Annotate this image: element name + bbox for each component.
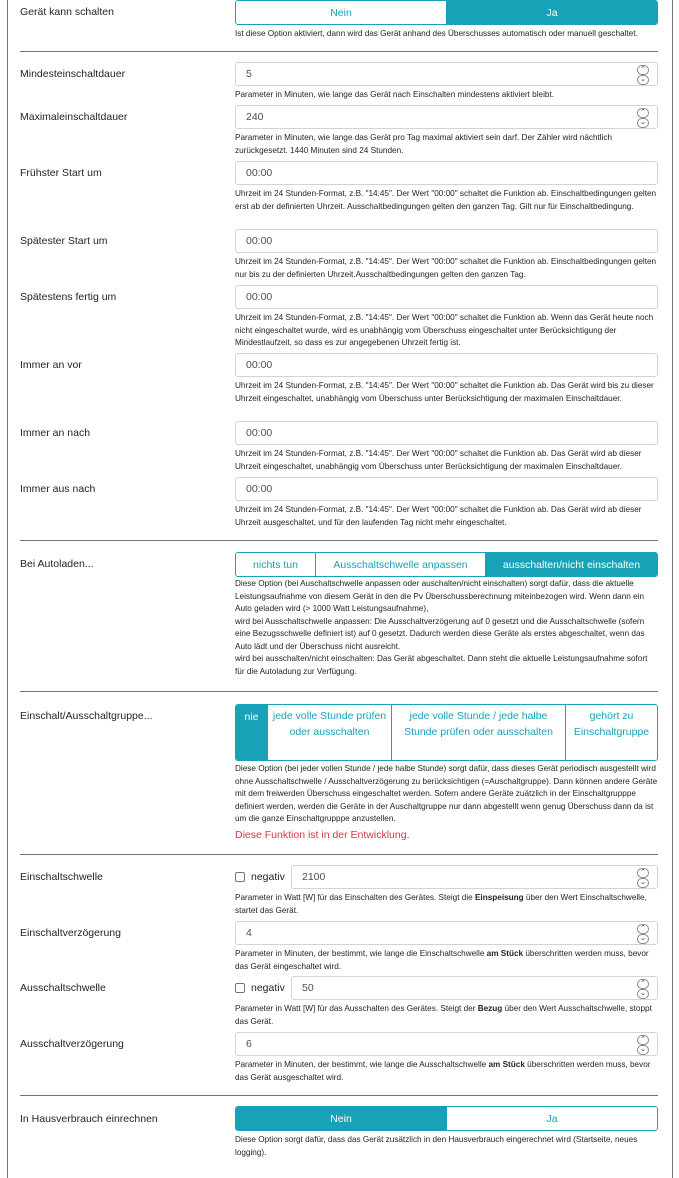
label-ausschaltverzoegerung: Ausschaltverzögerung bbox=[20, 1038, 124, 1050]
help-text: überschritten werden muss, bevor das Gerät ausgeschaltet wird. bbox=[235, 1060, 651, 1082]
spin-down-icon[interactable]: ⌄ bbox=[637, 75, 649, 85]
immer-aus-nach-input[interactable] bbox=[235, 477, 658, 501]
divider bbox=[20, 51, 658, 52]
maximaleinschaltdauer-input[interactable] bbox=[235, 105, 658, 129]
negativ-label: negativ bbox=[251, 871, 285, 883]
help-text: Parameter in Watt [W] für das Einschalten des Gerätes. Steigt die bbox=[235, 893, 475, 902]
mindesteinschaltdauer-input[interactable] bbox=[235, 62, 658, 86]
help-text: über den Wert Einschaltschwelle, startet das Gerät. bbox=[235, 893, 647, 915]
input-value: 00:00 bbox=[246, 167, 273, 179]
immer-an-nach-input[interactable] bbox=[235, 421, 658, 445]
number-spinner[interactable] bbox=[637, 1035, 649, 1055]
help-emphasis: Bezug bbox=[477, 1004, 503, 1013]
help-immer-an-vor: Uhrzeit im 24 Stunden-Format, z.B. "14:45". Der Wert "00:00" schaltet die Funktion ab. Das Gerät wird bis zu dieser Uhrzeit eingeschaltet, unabhängig vom Überschuss unter Berücksichtigung der maximalen Einschaltdauer. bbox=[235, 381, 654, 403]
help-immer-aus-nach: Uhrzeit im 24 Stunden-Format, z.B. "14:45". Der Wert "00:00" schaltet die Funktion ab. Das Gerät wird ab dieser Uhrzeit ausgeschaltet, und für den laufenden Tag nicht mehr eingeschaltet. bbox=[235, 505, 642, 527]
development-warning: Diese Funktion ist in der Entwicklung. bbox=[235, 828, 410, 841]
help-geraet-kann-schalten: Ist diese Option aktiviert, dann wird das Gerät anhand des Überschusses automatisch oder manuell geschaltet. bbox=[235, 29, 638, 38]
number-spinner[interactable] bbox=[637, 924, 649, 944]
input-value: 240 bbox=[246, 111, 264, 123]
toggle-hausverbrauch bbox=[235, 1106, 658, 1131]
negativ-checkbox-ausschaltschwelle[interactable] bbox=[235, 982, 291, 994]
option-ausschalten-nicht-einschalten[interactable]: ausschalten/nicht einschalten bbox=[485, 553, 657, 576]
help-einschaltverzoegerung bbox=[235, 948, 658, 973]
input-value: 50 bbox=[302, 982, 314, 994]
help-text: Parameter in Minuten, der bestimmt, wie lange die Einschaltschwelle bbox=[235, 949, 487, 958]
einschaltschwelle-input[interactable] bbox=[291, 865, 658, 889]
option-jede-halbe-stunde[interactable]: jede volle Stunde / jede halbe Stunde prüfen oder ausschalten bbox=[391, 705, 565, 760]
number-spinner[interactable] bbox=[637, 108, 649, 128]
input-value: 2100 bbox=[302, 871, 326, 883]
divider bbox=[20, 1095, 658, 1096]
help-line: wird bei ausschalten/nicht einschalten: Das Gerät abgeschaltet. Dann steht die aktuelle Leistungsaufnahme sofort für die Autoladung zur Verfügung. bbox=[235, 654, 648, 676]
einschaltverzoegerung-input[interactable] bbox=[235, 921, 658, 945]
option-ausschaltschwelle-anpassen[interactable]: Ausschaltschwelle anpassen bbox=[315, 553, 485, 576]
label-geraet-kann-schalten: Gerät kann schalten bbox=[20, 6, 114, 18]
number-spinner[interactable] bbox=[637, 979, 649, 999]
toggle-bei-autoladen bbox=[235, 552, 658, 577]
option-ja[interactable]: Ja bbox=[446, 1, 657, 24]
option-nie[interactable]: nie bbox=[236, 705, 267, 760]
label-bei-autoladen: Bei Autoladen... bbox=[20, 558, 94, 570]
help-einschaltschwelle bbox=[235, 892, 658, 917]
help-emphasis: am Stück bbox=[488, 1060, 525, 1069]
help-text: überschritten werden muss, bevor das Gerät eingeschaltet wird. bbox=[235, 949, 649, 971]
number-spinner[interactable] bbox=[637, 65, 649, 85]
spin-down-icon[interactable]: ⌄ bbox=[637, 878, 649, 888]
divider bbox=[20, 854, 658, 855]
negativ-checkbox-einschaltschwelle[interactable] bbox=[235, 871, 291, 883]
label-mindesteinschaltdauer: Mindesteinschaltdauer bbox=[20, 68, 126, 80]
help-hausverbrauch: Diese Option sorgt dafür, dass das Gerät zusätzlich in den Hausverbrauch eingerechnet wird (Startseite, neues logging). bbox=[235, 1135, 638, 1157]
spin-up-icon[interactable]: ⌃ bbox=[637, 65, 649, 75]
input-value: 00:00 bbox=[246, 235, 273, 247]
help-maximaleinschaltdauer: Parameter in Minuten, wie lange das Gerät pro Tag maximal aktiviert sein darf. Der Zähler wird nächtlich zurückgesetzt. 1440 Minuten sind 24 Stunden. bbox=[235, 133, 613, 155]
option-nein[interactable]: Nein bbox=[236, 1, 446, 24]
label-einschaltschwelle: Einschaltschwelle bbox=[20, 871, 103, 883]
divider bbox=[20, 691, 658, 692]
negativ-label: negativ bbox=[251, 982, 285, 994]
help-text: Parameter in Watt [W] für das Ausschalten des Gerätes. Steigt der bbox=[235, 1004, 478, 1013]
help-ausschaltverzoegerung bbox=[235, 1059, 658, 1084]
help-spaetestens-fertig: Uhrzeit im 24 Stunden-Format, z.B. "14:45". Der Wert "00:00" schaltet die Funktion ab. Wenn das Gerät heute noch nicht eingeschaltet wurde, wird es unabhängig vom Überschuss eingeschaltet unter Berücksichtigung der Mindestlaufzeit, so dass es zur angegebenen Uhrzeit fertig ist. bbox=[235, 313, 654, 347]
help-bei-autoladen bbox=[235, 578, 658, 678]
divider bbox=[20, 540, 658, 541]
spin-up-icon[interactable]: ⌃ bbox=[637, 924, 649, 934]
input-value: 00:00 bbox=[246, 291, 273, 303]
input-value: 6 bbox=[246, 1038, 252, 1050]
help-spaetester-start: Uhrzeit im 24 Stunden-Format, z.B. "14:45". Der Wert "00:00" schaltet die Funktion ab. Einschaltbedingungen gelten nur bis zu der definierten Uhrzeit.Ausschaltbedingungen gelten den ganzen Tag. bbox=[235, 257, 657, 279]
checkbox[interactable] bbox=[235, 983, 245, 993]
immer-an-vor-input[interactable] bbox=[235, 353, 658, 377]
help-text: Parameter in Minuten, der bestimmt, wie lange die Ausschaltschwelle bbox=[235, 1060, 489, 1069]
fruehster-start-input[interactable] bbox=[235, 161, 658, 185]
help-emphasis: am Stück bbox=[486, 949, 524, 958]
option-jede-volle-stunde[interactable]: jede volle Stunde prüfen oder ausschalten bbox=[267, 705, 391, 760]
checkbox[interactable] bbox=[235, 872, 245, 882]
spin-down-icon[interactable]: ⌄ bbox=[637, 989, 649, 999]
spin-down-icon[interactable]: ⌄ bbox=[637, 1045, 649, 1055]
help-line: Diese Option (bei Auschaltschwelle anpassen oder auschalten/nicht einschalten) sorgt dafür, dass die aktuelle Leistungsaufnahme von diesem Gerät in den die Pv Überschussberechnung miteinbezogen wird. Wenn dann ein Auto geladen wird (> 1000 Watt Leistungsaufnahme), bbox=[235, 579, 645, 613]
label-maximaleinschaltdauer: Maximaleinschaltdauer bbox=[20, 111, 128, 123]
ausschaltschwelle-input[interactable] bbox=[291, 976, 658, 1000]
label-hausverbrauch: In Hausverbrauch einrechnen bbox=[20, 1113, 158, 1125]
label-einschaltverzoegerung: Einschaltverzögerung bbox=[20, 927, 121, 939]
help-emphasis: Einspeisung bbox=[474, 893, 524, 902]
help-schaltgruppe: Diese Option (bei jeder vollen Stunde / jede halbe Stunde) sorgt dafür, dass dieses Gerät periodisch ausgestellt wird ohne Ausschaltschwelle / Ausschaltverzögerung zu berücksichtigen (=Auschaltgruppe). Dann können andere Geräte mit dem freiwerden Überschuss eingeschaltet werden. Sofern andere Geräte zuätzlich in der Einschaltgrupppe definiert werden, werden die Geräte in der Auschaltgruppe nur dann abgestellt wenn genug Überschuss dann da ist um die ganze Einschaltgrupppe anzustellen. bbox=[235, 764, 658, 823]
label-schaltgruppe: Einschalt/Ausschaltgruppe... bbox=[20, 710, 153, 722]
spaetester-start-input[interactable] bbox=[235, 229, 658, 253]
option-ja[interactable]: Ja bbox=[446, 1107, 657, 1130]
input-value: 00:00 bbox=[246, 427, 273, 439]
option-nichts-tun[interactable]: nichts tun bbox=[236, 553, 315, 576]
help-fruehster-start: Uhrzeit im 24 Stunden-Format, z.B. "14:45". Der Wert "00:00" schaltet die Funktion ab. Einschaltbedingungen gelten erst ab der definierten Uhrzeit. Ausschaltbedingungen gelten den ganzen Tag. Gilt nur für Einschaltbedingung. bbox=[235, 189, 657, 211]
toggle-geraet-kann-schalten bbox=[235, 0, 658, 25]
spin-up-icon[interactable]: ⌃ bbox=[637, 108, 649, 118]
label-immer-aus-nach: Immer aus nach bbox=[20, 483, 96, 495]
spin-down-icon[interactable]: ⌄ bbox=[637, 934, 649, 944]
label-spaetestens-fertig: Spätestens fertig um bbox=[20, 291, 117, 303]
help-mindesteinschaltdauer: Parameter in Minuten, wie lange das Gerät nach Einschalten mindestens aktiviert bleibt. bbox=[235, 90, 555, 99]
spin-up-icon[interactable]: ⌃ bbox=[637, 868, 649, 878]
spin-up-icon[interactable]: ⌃ bbox=[637, 1035, 649, 1045]
label-fruehster-start: Frühster Start um bbox=[20, 167, 102, 179]
help-line: wird bei Ausschaltschwelle anpassen: Die Ausschaltverzögerung auf 0 gesetzt und die Ausschaltschwelle (sofern eine Bezugsschwelle definiert ist) auf 0 gesetzt. Dadurch werden diese Geräte als erstes abgeschaltet, wenn das Auto lädt und der Überschuss nicht ausreicht. bbox=[235, 616, 645, 651]
input-value: 00:00 bbox=[246, 359, 273, 371]
spaetestens-fertig-input[interactable] bbox=[235, 285, 658, 309]
help-text: über den Wert Ausschaltschwelle, stoppt das Gerät. bbox=[235, 1004, 652, 1026]
label-immer-an-vor: Immer an vor bbox=[20, 359, 82, 371]
spin-up-icon[interactable]: ⌃ bbox=[637, 979, 649, 989]
input-value: 00:00 bbox=[246, 483, 273, 495]
ausschaltverzoegerung-input[interactable] bbox=[235, 1032, 658, 1056]
label-ausschaltschwelle: Ausschaltschwelle bbox=[20, 982, 106, 994]
option-nein[interactable]: Nein bbox=[236, 1107, 446, 1130]
help-immer-an-nach: Uhrzeit im 24 Stunden-Format, z.B. "14:45". Der Wert "00:00" schaltet die Funktion ab. Das Gerät wird ab dieser Uhrzeit eingeschaltet, unabhängig vom Überschuss unter Berücksichtigung der maximalen Einschaltdauer. bbox=[235, 449, 642, 471]
input-value: 5 bbox=[246, 68, 252, 80]
help-ausschaltschwelle bbox=[235, 1003, 658, 1028]
toggle-schaltgruppe bbox=[235, 704, 658, 761]
spin-down-icon[interactable]: ⌄ bbox=[637, 118, 649, 128]
number-spinner[interactable] bbox=[637, 868, 649, 888]
label-spaetester-start: Spätester Start um bbox=[20, 235, 108, 247]
option-gehoert-zu-einschaltgruppe[interactable]: gehört zu Einschaltgruppe bbox=[565, 705, 657, 760]
label-immer-an-nach: Immer an nach bbox=[20, 427, 91, 439]
input-value: 4 bbox=[246, 927, 252, 939]
